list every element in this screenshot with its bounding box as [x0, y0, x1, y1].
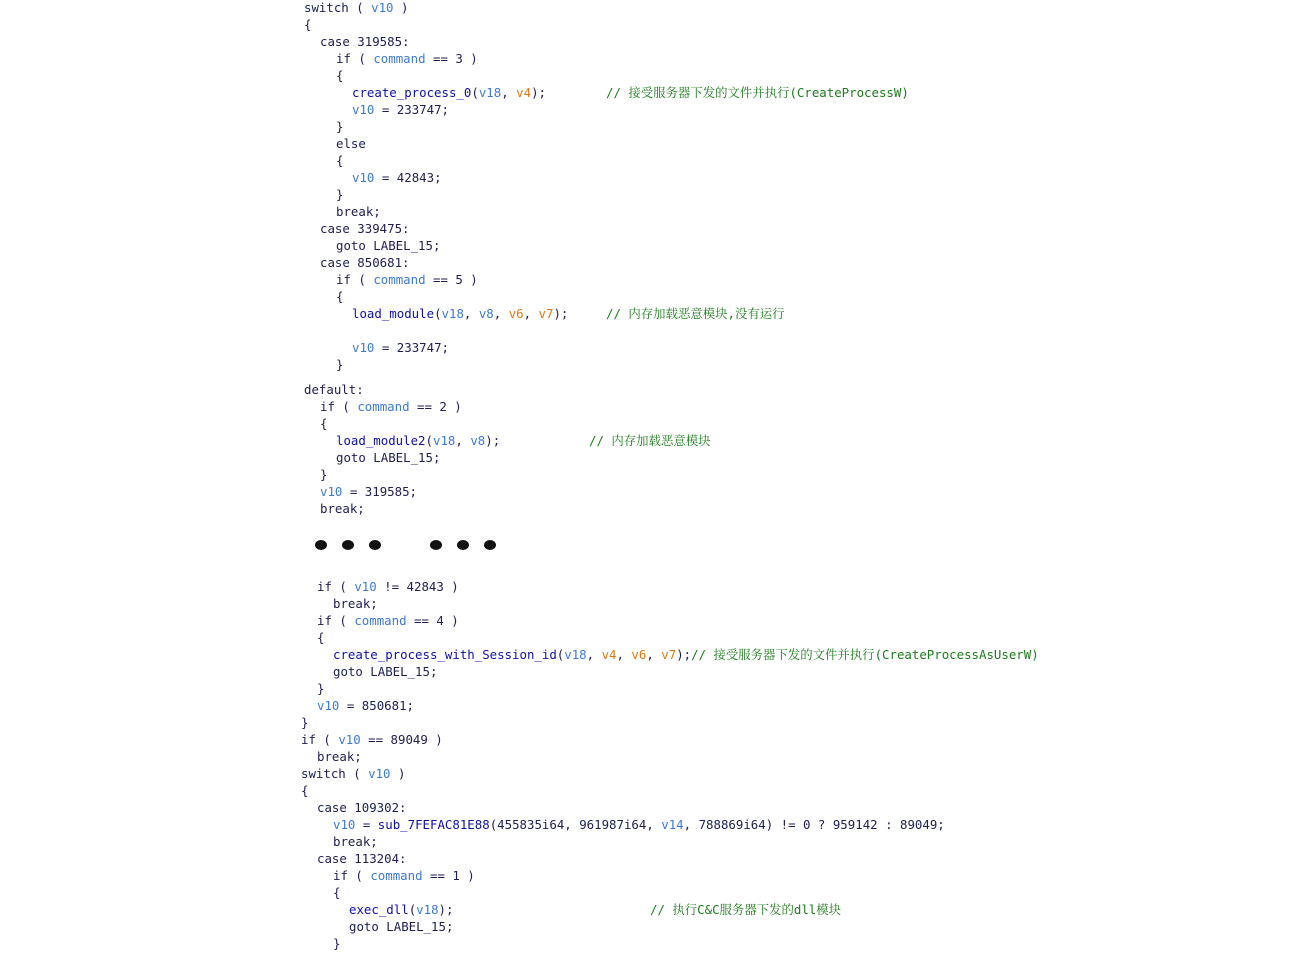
code-line: v10 = 850681; — [317, 698, 414, 713]
code-line: if ( command == 4 ) — [317, 613, 459, 628]
code-line: } — [336, 119, 344, 134]
code-line: break; — [333, 596, 378, 611]
code-line: } — [320, 467, 328, 482]
code-line: default: — [304, 382, 364, 397]
code-line: { — [301, 783, 309, 798]
ellipsis-marker — [312, 540, 502, 552]
code-line: exec_dll(v18); — [349, 902, 454, 917]
code-line: else — [336, 136, 366, 151]
code-line: case 850681: — [320, 255, 410, 270]
code-comment: // 内存加载恶意模块,没有运行 — [606, 306, 785, 321]
code-comment: // 执行C&C服务器下发的dll模块 — [650, 902, 842, 917]
code-line: { — [336, 289, 344, 304]
code-line: { — [336, 68, 344, 83]
code-line: } — [333, 936, 341, 951]
code-line: create_process_with_Session_id(v18, v4, v6, v7);// 接受服务器下发的文件并执行(CreateProcessAsUserW) — [333, 647, 1039, 662]
code-line: if ( command == 2 ) — [320, 399, 462, 414]
code-line: v10 = 42843; — [352, 170, 442, 185]
code-line: goto LABEL_15; — [336, 238, 441, 253]
code-line: break; — [333, 834, 378, 849]
code-line: create_process_0(v18, v4); — [352, 85, 546, 100]
code-line: if ( v10 != 42843 ) — [317, 579, 459, 594]
code-line: case 109302: — [317, 800, 407, 815]
code-comment: // 内存加载恶意模块 — [589, 433, 711, 448]
code-line: v10 = 233747; — [352, 340, 449, 355]
code-line: case 113204: — [317, 851, 407, 866]
code-line: { — [333, 885, 341, 900]
code-line: v10 = 233747; — [352, 102, 449, 117]
code-line: case 339475: — [320, 221, 410, 236]
code-line: goto LABEL_15; — [333, 664, 438, 679]
code-line: { — [320, 416, 328, 431]
code-line: { — [336, 153, 344, 168]
code-line: { — [304, 17, 312, 32]
code-line: if ( command == 3 ) — [336, 51, 478, 66]
code-line: goto LABEL_15; — [336, 450, 441, 465]
code-line: } — [317, 681, 325, 696]
code-line: goto LABEL_15; — [349, 919, 454, 934]
code-line: switch ( v10 ) — [301, 766, 406, 781]
code-line: break; — [317, 749, 362, 764]
code-line: switch ( v10 ) — [304, 0, 409, 15]
code-line: v10 = sub_7FEFAC81E88(455835i64, 961987i64, v14, 788869i64) != 0 ? 959142 : 89049; — [333, 817, 945, 832]
code-line: case 319585: — [320, 34, 410, 49]
code-comment: // 接受服务器下发的文件并执行(CreateProcessW) — [606, 85, 909, 100]
code-line: if ( command == 1 ) — [333, 868, 475, 883]
code-line: } — [301, 715, 309, 730]
code-line: { — [317, 630, 325, 645]
code-line: } — [336, 357, 344, 372]
code-line: break; — [336, 204, 381, 219]
code-line: } — [336, 187, 344, 202]
code-line: load_module2(v18, v8); — [336, 433, 501, 448]
code-line: if ( command == 5 ) — [336, 272, 478, 287]
code-line: break; — [320, 501, 365, 516]
code-line: if ( v10 == 89049 ) — [301, 732, 443, 747]
code-line: v10 = 319585; — [320, 484, 417, 499]
code-line: load_module(v18, v8, v6, v7); — [352, 306, 569, 321]
